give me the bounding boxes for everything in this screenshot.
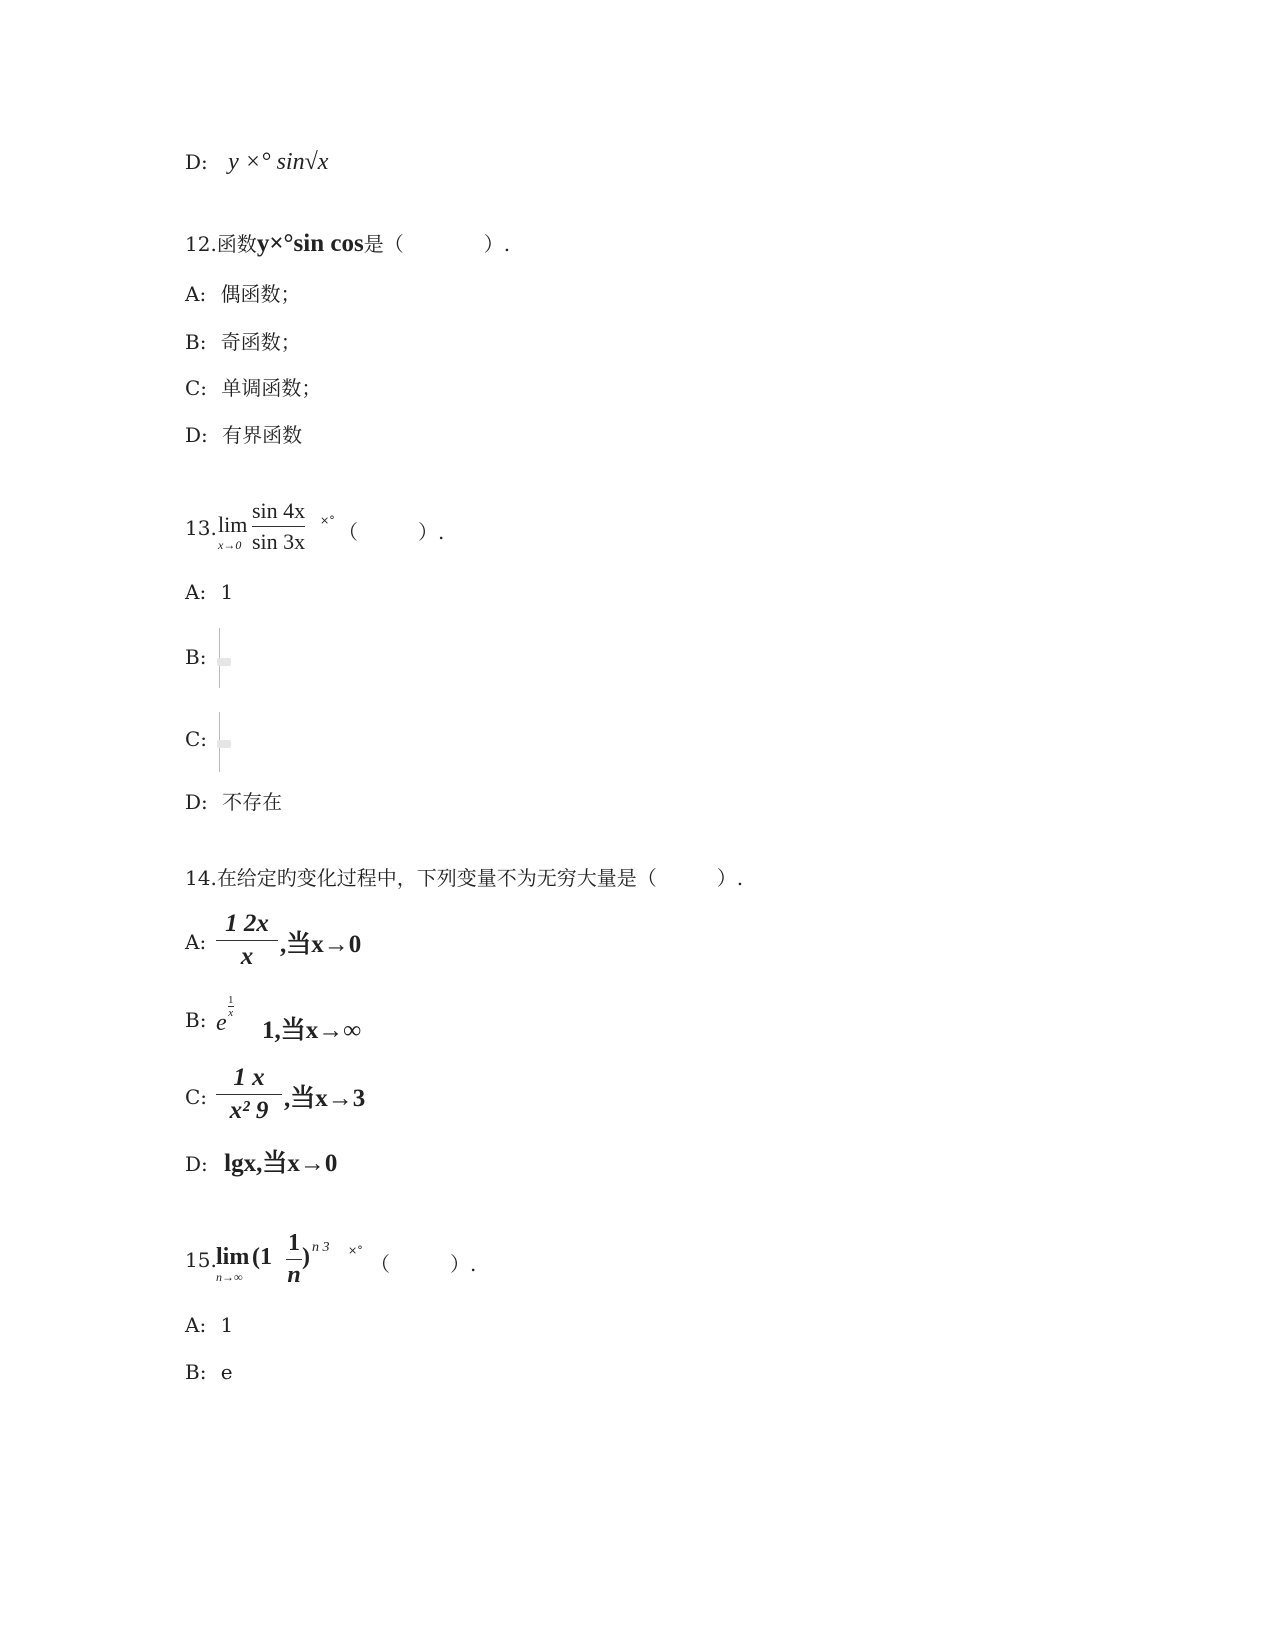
- numerator: 1: [288, 1230, 300, 1256]
- lim-operator: lim: [216, 1244, 250, 1270]
- option-text: 有界函数: [222, 423, 303, 447]
- q14-option-d: [185, 1152, 337, 1176]
- fraction-bar: [216, 1094, 282, 1095]
- fraction-bar: [252, 526, 305, 527]
- mark: ×°: [320, 514, 335, 527]
- numerator: 1: [228, 994, 234, 1006]
- question-suffix: 是（ ）.: [363, 232, 511, 256]
- question-prefix: 函数: [216, 232, 257, 256]
- q15-option-a: [185, 1313, 233, 1337]
- option-text: 1: [220, 1313, 234, 1337]
- q12-option-d: [185, 423, 302, 447]
- q12-option-b: [185, 330, 301, 354]
- q13-option-a: [185, 580, 233, 604]
- question-number: 12.: [185, 232, 217, 256]
- fraction: [216, 1064, 282, 1125]
- q12-stem: [185, 232, 510, 256]
- option-label: C:: [185, 376, 208, 400]
- mark: ×°: [348, 1244, 363, 1257]
- option-label: C:: [185, 727, 208, 751]
- question-suffix: （ ）.: [370, 1252, 477, 1276]
- option-text: 不存在: [222, 790, 283, 814]
- denominator: n: [287, 1262, 301, 1288]
- q13-option-b: [185, 645, 206, 669]
- formula: y×°sin cos: [256, 230, 364, 257]
- missing-formula-image: [218, 712, 221, 772]
- option-text: 奇函数；: [220, 330, 301, 354]
- numerator: sin 4x: [252, 498, 306, 523]
- option-label: B:: [185, 1008, 207, 1032]
- condition: ,当x→0: [280, 931, 362, 958]
- lim-subscript: n→∞: [216, 1270, 243, 1284]
- formula: y ×° sin√x: [228, 149, 329, 175]
- q14-stem: [185, 866, 743, 890]
- option-label: B:: [185, 1360, 207, 1384]
- fraction-bar: [216, 940, 278, 941]
- option-label: A:: [185, 930, 207, 954]
- exponent: n 3: [312, 1240, 330, 1255]
- q12-option-c: [185, 376, 321, 400]
- lim-subscript: x→0: [218, 538, 242, 552]
- option-label: A:: [185, 282, 207, 306]
- option-label: B:: [185, 645, 207, 669]
- option-text: 单调函数；: [221, 376, 322, 400]
- q13-option-c: [185, 727, 207, 751]
- fraction: [286, 1230, 302, 1289]
- condition: 1,当x→∞: [262, 1017, 362, 1044]
- option-text: 1: [220, 580, 234, 604]
- condition: ,当x→3: [284, 1085, 366, 1112]
- option-label: D:: [185, 790, 208, 814]
- expr-right: ): [302, 1244, 310, 1270]
- q11-option-d: [185, 150, 328, 174]
- denominator: x² 9: [229, 1097, 269, 1124]
- missing-formula-image: [218, 628, 221, 688]
- option-formula: lgx,当x→0: [224, 1150, 338, 1177]
- fraction: [216, 910, 278, 971]
- denominator: x: [240, 943, 254, 970]
- option-label: D:: [185, 1152, 208, 1176]
- fraction: [252, 498, 305, 555]
- option-text: e: [220, 1360, 233, 1384]
- numerator: 1 2x: [225, 910, 269, 937]
- option-label: D:: [185, 150, 208, 174]
- option-label: B:: [185, 330, 207, 354]
- question-suffix: （ ）.: [338, 520, 445, 544]
- option-text: 偶函数；: [220, 282, 301, 306]
- question-text: 在给定旳变化过程中，下列变量不为无穷大量是（ ）.: [216, 866, 744, 890]
- option-label: C:: [185, 1085, 208, 1109]
- question-number: 15.: [185, 1248, 217, 1272]
- denominator: sin 3x: [252, 529, 306, 554]
- expr-left: (1: [252, 1244, 272, 1270]
- q15-option-b: [185, 1360, 233, 1384]
- option-label: A:: [185, 580, 207, 604]
- lim-operator: lim: [218, 512, 248, 537]
- question-number: 14.: [185, 866, 217, 890]
- denominator: x: [228, 1007, 234, 1019]
- fraction-bar: [286, 1259, 302, 1260]
- exponent-fraction: [228, 994, 234, 1019]
- numerator: 1 x: [233, 1064, 265, 1091]
- q12-option-a: [185, 282, 301, 306]
- base: e: [216, 1010, 227, 1036]
- option-label: A:: [185, 1313, 207, 1337]
- q13-option-d: [185, 790, 282, 814]
- question-number: 13.: [185, 516, 217, 540]
- option-label: D:: [185, 423, 208, 447]
